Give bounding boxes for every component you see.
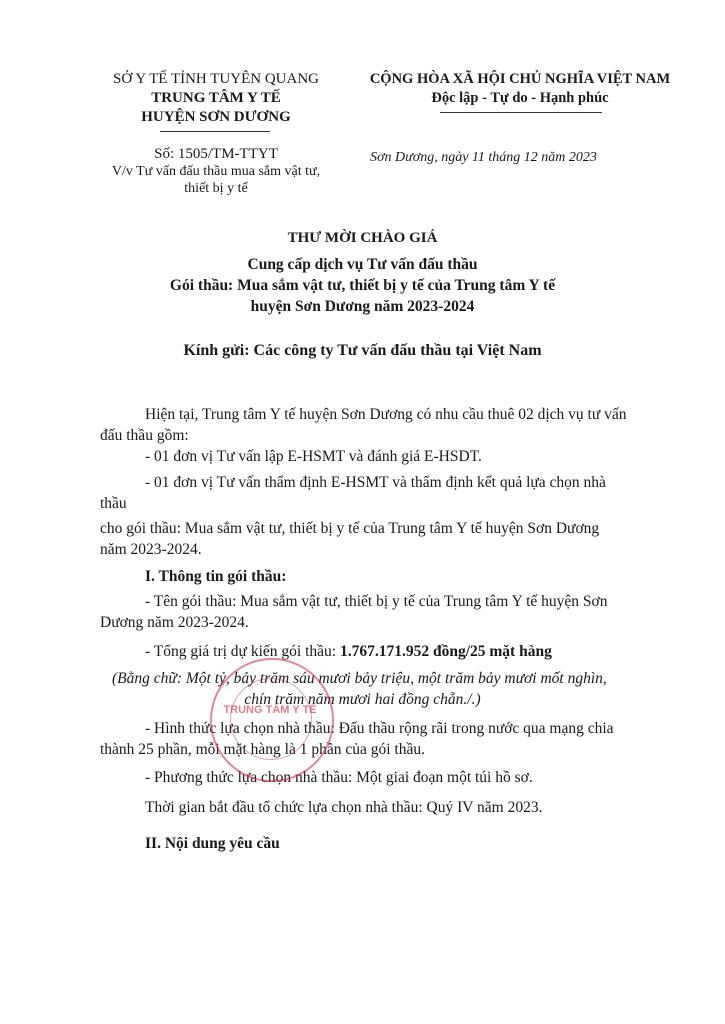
section-1-heading: I. Thông tin gói thầu: bbox=[145, 568, 287, 585]
package-name-line-2: Dương năm 2023-2024. bbox=[100, 614, 249, 631]
service-item-1: - 01 đơn vị Tư vấn lập E-HSMT và đánh giá E-HSDT. bbox=[145, 448, 482, 465]
department-name: SỞ Y TẾ TỈNH TUYÊN QUANG bbox=[113, 71, 319, 87]
section-2-heading: II. Nội dung yêu cầu bbox=[145, 835, 280, 852]
place-and-date: Sơn Dương, ngày 11 tháng 12 năm 2023 bbox=[370, 150, 597, 165]
selection-method: - Phương thức lựa chọn nhà thầu: Một giai đoạn một túi hồ sơ. bbox=[145, 769, 533, 786]
service-item-2-line-2: thầu bbox=[100, 495, 127, 512]
seal-text: TRUNG TÂM Y TẾ bbox=[223, 704, 317, 716]
official-seal-stamp bbox=[210, 658, 334, 782]
package-name-line-1: - Tên gói thầu: Mua sắm vật tư, thiết bị y tế của Trung tâm Y tế huyện Sơn bbox=[145, 593, 608, 610]
title-subline-1: Cung cấp dịch vụ Tư vấn đấu thầu bbox=[247, 256, 478, 273]
intro-line-2: đấu thầu gồm: bbox=[100, 427, 189, 444]
document-reference bbox=[106, 146, 326, 197]
service-item-2-line-1: - 01 đơn vị Tư vấn thẩm định E-HSMT và thẩm định kết quả lựa chọn nhà bbox=[145, 474, 606, 491]
package-value-amount: 1.767.171.952 đồng/25 mặt hàng bbox=[339, 643, 552, 660]
intro-line-1: Hiện tại, Trung tâm Y tế huyện Sơn Dương có nhu cầu thuê 02 dịch vụ tư vấn bbox=[145, 406, 627, 423]
organization-line-2: HUYỆN SƠN DƯƠNG bbox=[141, 109, 291, 125]
package-scope-line-2: năm 2023-2024. bbox=[100, 541, 202, 558]
organization-line-1: TRUNG TÂM Y TẾ bbox=[151, 90, 281, 106]
document-title: THƯ MỜI CHÀO GIÁ bbox=[287, 230, 438, 246]
national-title: CỘNG HÒA XÃ HỘI CHỦ NGHĨA VIỆT NAM bbox=[369, 71, 671, 87]
title-subline-2: Gói thầu: Mua sắm vật tư, thiết bị y tế của Trung tâm Y tế bbox=[169, 277, 556, 294]
selection-form-line-1: - Hình thức lựa chọn nhà thầu: Đấu thầu rộng rãi trong nước qua mạng chia bbox=[145, 720, 614, 737]
value-in-words-line-2: chín trăm năm mươi hai đồng chẵn./.) bbox=[244, 691, 481, 708]
selection-start-time: Thời gian bắt đầu tổ chức lựa chọn nhà thầu: Quý IV năm 2023. bbox=[145, 799, 543, 816]
left-header-underline bbox=[160, 131, 270, 132]
value-in-words-line-1: (Bằng chữ: Một tỷ, bảy trăm sáu mươi bảy triệu, một trăm bảy mươi mốt nghìn, bbox=[112, 670, 607, 687]
addressee: Kính gửi: Các công ty Tư vấn đấu thầu tại Việt Nam bbox=[183, 342, 542, 359]
national-motto: Độc lập - Tự do - Hạnh phúc bbox=[431, 90, 609, 106]
right-header-underline bbox=[440, 112, 602, 113]
title-subline-3: huyện Sơn Dương năm 2023-2024 bbox=[250, 298, 475, 315]
reference-subject-line-2: thiết bị y tế bbox=[184, 181, 248, 196]
left-header bbox=[96, 70, 336, 127]
seal-inner-ring bbox=[230, 678, 312, 760]
right-header bbox=[350, 70, 690, 108]
package-value bbox=[145, 641, 552, 662]
reference-number: Số: 1505/TM-TTYT bbox=[154, 146, 278, 162]
selection-form-line-2: thành 25 phần, mỗi mặt hàng là 1 phần của gói thầu. bbox=[100, 741, 425, 758]
reference-subject-line-1: V/v Tư vấn đấu thầu mua sắm vật tư, bbox=[111, 164, 321, 179]
package-scope-line-1: cho gói thầu: Mua sắm vật tư, thiết bị y tế của Trung tâm Y tế huyện Sơn Dương bbox=[100, 520, 600, 537]
package-value-label: - Tổng giá trị dự kiến gói thầu: bbox=[145, 643, 340, 660]
